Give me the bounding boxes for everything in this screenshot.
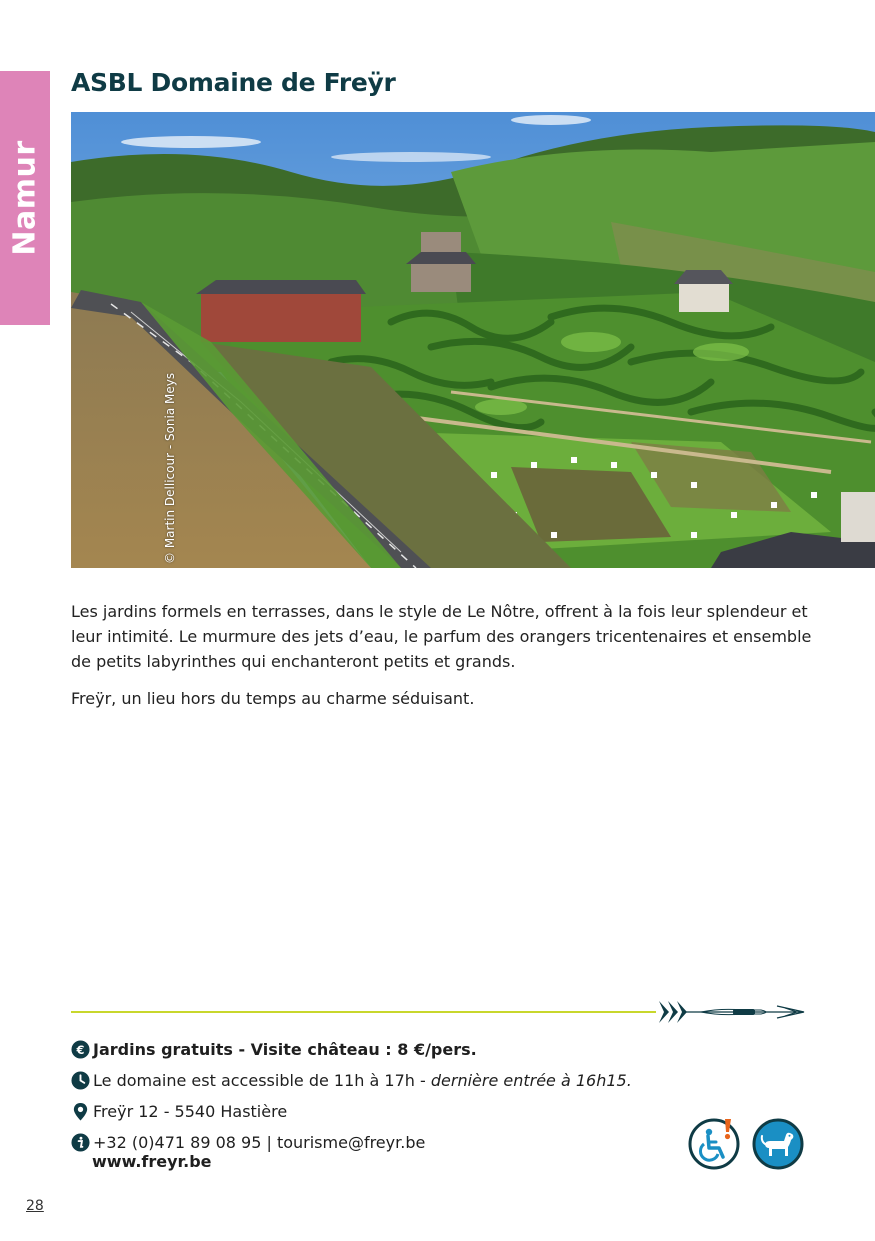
price-row: [71, 1034, 671, 1065]
description: [71, 599, 816, 723]
info-icon: [71, 1133, 90, 1152]
address-text: Freÿr 12 - 5540 Hastière: [93, 1102, 288, 1121]
euro-icon: [71, 1040, 90, 1059]
hours-main: Le domaine est accessible de 11h à 17h -: [93, 1071, 431, 1090]
website-link[interactable]: www.freyr.be: [92, 1152, 212, 1171]
practical-info: [71, 1034, 671, 1171]
hours-text: [93, 1071, 632, 1090]
page-title: ASBL Domaine de Freÿr: [71, 68, 396, 97]
svg-text:€: €: [76, 1042, 85, 1057]
description-paragraph: Freÿr, un lieu hors du temps au charme séduisant.: [71, 689, 475, 708]
clock-icon: [71, 1071, 90, 1090]
arrow-divider: [71, 997, 811, 1027]
region-label: Namur: [7, 140, 43, 256]
photo-credit: © Martin Dellicour - Sonia Meys: [163, 372, 177, 564]
contact-text[interactable]: +32 (0)471 89 08 95 | tourisme@freyr.be: [93, 1133, 426, 1152]
wheelchair-warning-icon: [687, 1117, 741, 1171]
dog-icon: [751, 1117, 805, 1171]
price-text: Jardins gratuits - Visite château : 8 €/pers.: [93, 1040, 477, 1059]
hours-row: [71, 1065, 671, 1096]
hours-last-entry: dernière entrée à 16h15.: [430, 1071, 632, 1090]
description-paragraph: Les jardins formels en terrasses, dans le style de Le Nôtre, offrent à la fois leur splendeur et leur intimité. Le murmure des jets d’eau, le parfum des orangers tricentenaires et ensemble de petits labyrinthes qui enchanteront petits et grands.: [71, 602, 812, 671]
castle-gardens-photo: [71, 112, 875, 568]
page-number: 28: [26, 1198, 44, 1214]
address-row: [71, 1096, 671, 1127]
location-pin-icon: [71, 1102, 90, 1121]
region-tab: [0, 71, 50, 325]
